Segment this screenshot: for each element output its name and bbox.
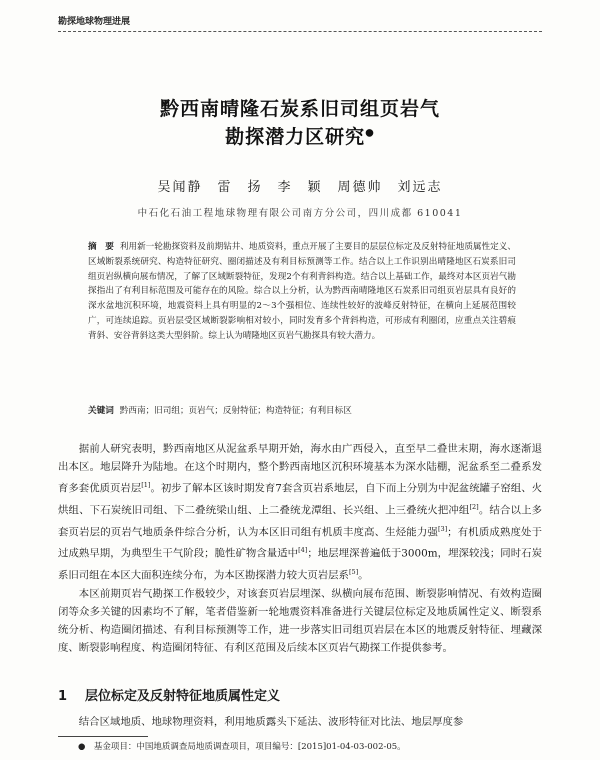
- para1-end: 。: [358, 569, 369, 582]
- para1-mid2: 。结合以上多套页岩层的页岩气地质条件综合分析，认为本区旧司组有机质丰度高、生烃能力强: [58, 504, 543, 539]
- para1-main: 据前人研究表明，黔西南地区从泥盆系早期开始，海水由广西侵入，直至早二叠世末期，海水逐渐退出本区。地层降升为陆地。在这个时期内，整个黔西南地区沉积环境基本为深水陆棚，泥盆系至二叠系发育多套优质页岩层: [58, 443, 542, 495]
- citation: [3]: [437, 524, 448, 533]
- section-title: 层位标定及反射特征地质属性定义: [85, 689, 281, 704]
- header-rule: [58, 31, 542, 32]
- body-text: [58, 440, 542, 658]
- footnote: ● 基金项目：中国地质调查局地质调查项目，项目编号：[2015]01-04-03-002-05。: [78, 742, 406, 752]
- title-line-1: 黔西南晴隆石炭系旧司组页岩气: [159, 98, 440, 120]
- para1-mid1: 。初步了解本区该时期发育7套含页岩系地层，自下而上分别为中泥盆统罐子窑组、火烘组、下石炭统旧司组、下二叠统梁山组、上二叠统龙潭组、长兴组、上三叠统火把冲组: [58, 482, 543, 517]
- keywords-label: 关键词: [88, 406, 114, 416]
- para1-mid4: ；地层埋深普遍低于3000m，埋深较浅；同时石炭系旧司组在本区大面积连续分布，为本区勘探潜力较大页岩层系: [58, 547, 543, 582]
- paragraph-2: 本区前期页岩气勘探工作极较少，对该套页岩层埋深、纵横向展布范围、断裂影响情况、有效构造圈闭等众多关键的因素均不了解，笔者借鉴新一轮地震资料准备进行关键层位标定及地质属性定义、断裂系统分析、构造圈闭描述、有利目标预测等工作，进一步落实旧司组页岩层在本区的地震反射特征、埋藏深度、断裂影响程度、构造圈闭特征、有利区范围及后续本区页岩气勘探工作提供参考。: [58, 587, 542, 655]
- keywords: [88, 404, 516, 418]
- para1-mid3: ；有机质成熟度处于过成熟早期，为典型生干气阶段；脆性矿物含量适中: [58, 526, 542, 560]
- citation: [5]: [348, 568, 359, 577]
- abstract-label: 摘 要: [88, 242, 114, 252]
- title-line-2: [0, 122, 600, 149]
- authors: 吴闻静 雷 扬 李 颖 周德帅 刘远志: [157, 180, 443, 195]
- footnote-rule: [58, 736, 148, 737]
- citation: [2]: [469, 503, 479, 512]
- keywords-text: 黔西南；旧司组；页岩气；反射特征；构造特征；有利目标区: [119, 406, 352, 416]
- abstract: [88, 240, 516, 344]
- citation: [4]: [298, 546, 308, 555]
- section-heading: [58, 685, 280, 704]
- title-line-2-text: 勘探潜力区研究: [225, 126, 366, 148]
- abstract-text: 利用新一轮勘探资料及前期钻井、地质资料，重点开展了主要目的层层位标定及反射特征地质属性定义、区域断裂系统研究、构造特征研究、圈闭描述及有利目标预测等工作。结合以上工作识别出晴隆地区石炭系旧司组页岩纵横向展布情况，了解了区域断裂特征，发现2个有利背斜构造。结合以上基础工作，最终对本区页岩气勘探指出了有利目标范围及可能存在的风险。综合以上分析，认为黔西南晴隆地区石炭系旧司组页岩层具有良好的深水盆地沉积环境，地震资料上具有明显的2～3个强相位、连续性较好的波峰反射特征，在横向上延展范围较广，可连续追踪。页岩层受区域断裂影响相对较小，同时发育多个背斜构造，可形成有利圈闭，应重点关注碧痕背斜、安谷背斜这类大型斜阶。综上认为晴隆地区页岩气勘探具有较大潜力。: [88, 242, 516, 341]
- section-number: 1: [58, 689, 68, 704]
- citation: [1]: [141, 481, 151, 490]
- paragraph-3: 结合区域地质、地球物理资料，利用地质露头下延法、波形特征对比法、地层厚度参: [78, 716, 464, 728]
- affiliation: 中石化石油工程地球物理有限公司南方分公司，四川成都 610041: [137, 208, 463, 219]
- running-head: 勘探地球物理进展: [58, 17, 131, 27]
- paragraph-1: [58, 440, 542, 585]
- title-footnote-mark: ●: [365, 127, 375, 139]
